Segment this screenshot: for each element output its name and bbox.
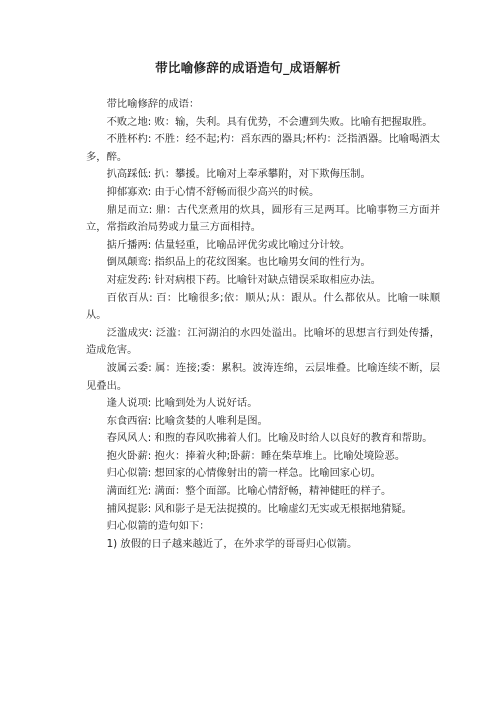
paragraph-idiom: 抱火卧薪: 抱火：捧着火种;卧薪：睡在柴草堆上。比喻处境险恶。 — [106, 449, 406, 462]
paragraph-example-heading: 归心似箭的造句如下： — [106, 520, 210, 533]
paragraph-idiom: 百依百从: 百：比喻很多;依：顺从;从：跟从。什么都依从。比喻一味顺从。 — [86, 291, 440, 322]
paragraph-example-sentence: 1) 放假的日子越来越近了，在外求学的哥哥归心似箭。 — [106, 537, 358, 550]
paragraph-idiom: 抑郁寡欢: 由于心情不舒畅而很少高兴的时候。 — [106, 185, 320, 198]
document-body — [86, 96, 440, 553]
paragraph-idiom: 东食西宿: 比喻贪婪的人唯利是图。 — [106, 414, 268, 427]
paragraph-idiom: 春风风人: 和煦的春风吹拂着人们。比喻及时给人以良好的教育和帮助。 — [106, 432, 433, 445]
paragraph-idiom: 倒凤颠鸾: 指织品上的花纹图案。也比喻男女间的性行为。 — [106, 256, 371, 269]
paragraph-idiom: 满面红光: 满面：整个面部。比喻心情舒畅，精神健旺的样子。 — [106, 485, 392, 498]
document-title: 带比喻修辞的成语造句_成语解析 — [155, 60, 341, 75]
paragraph-idiom: 捕风捉影: 风和影子是无法捉摸的。比喻虚幻无实或无根据地猜疑。 — [106, 502, 412, 515]
paragraph-idiom: 归心似箭: 想回家的心情像射出的箭一样急。比喻回家心切。 — [106, 467, 382, 480]
paragraph-idiom: 掂斤播两: 估量轻重，比喻品评优劣或比喻过分计较。 — [106, 238, 351, 251]
paragraph-idiom: 不败之地: 败：输，失利。具有优势，不会遭到失败。比喻有把握取胜。 — [106, 115, 433, 128]
paragraph-idiom: 鼎足而立: 鼎：古代烹煮用的炊具，圆形有三足两耳。比喻事物三方面并立，常指政治局势或力量三方面相持。 — [86, 203, 440, 234]
paragraph-idiom: 泛滥成灾: 泛滥：江河湖泊的水四处溢出。比喻坏的思想言行到处传播，造成危害。 — [86, 326, 440, 357]
paragraph-idiom: 对症发药: 针对病根下药。比喻针对缺点错误采取相应办法。 — [106, 273, 382, 286]
paragraph-idiom: 波属云委: 属：连接;委：累积。波涛连绵，云层堆叠。比喻连续不断，层见叠出。 — [86, 361, 440, 392]
paragraph-idiom: 不胜杯杓: 不胜：经不起;杓：舀东西的器具;杯杓：泛指酒器。比喻喝酒太多，醉。 — [86, 133, 440, 163]
paragraph-idiom: 逢人说项: 比喻到处为人说好话。 — [106, 397, 258, 410]
paragraph-intro: 带比喻修辞的成语： — [106, 98, 200, 110]
paragraph-idiom: 扒高踩低: 扒：攀援。比喻对上奉承攀附，对下欺侮压制。 — [106, 168, 371, 181]
